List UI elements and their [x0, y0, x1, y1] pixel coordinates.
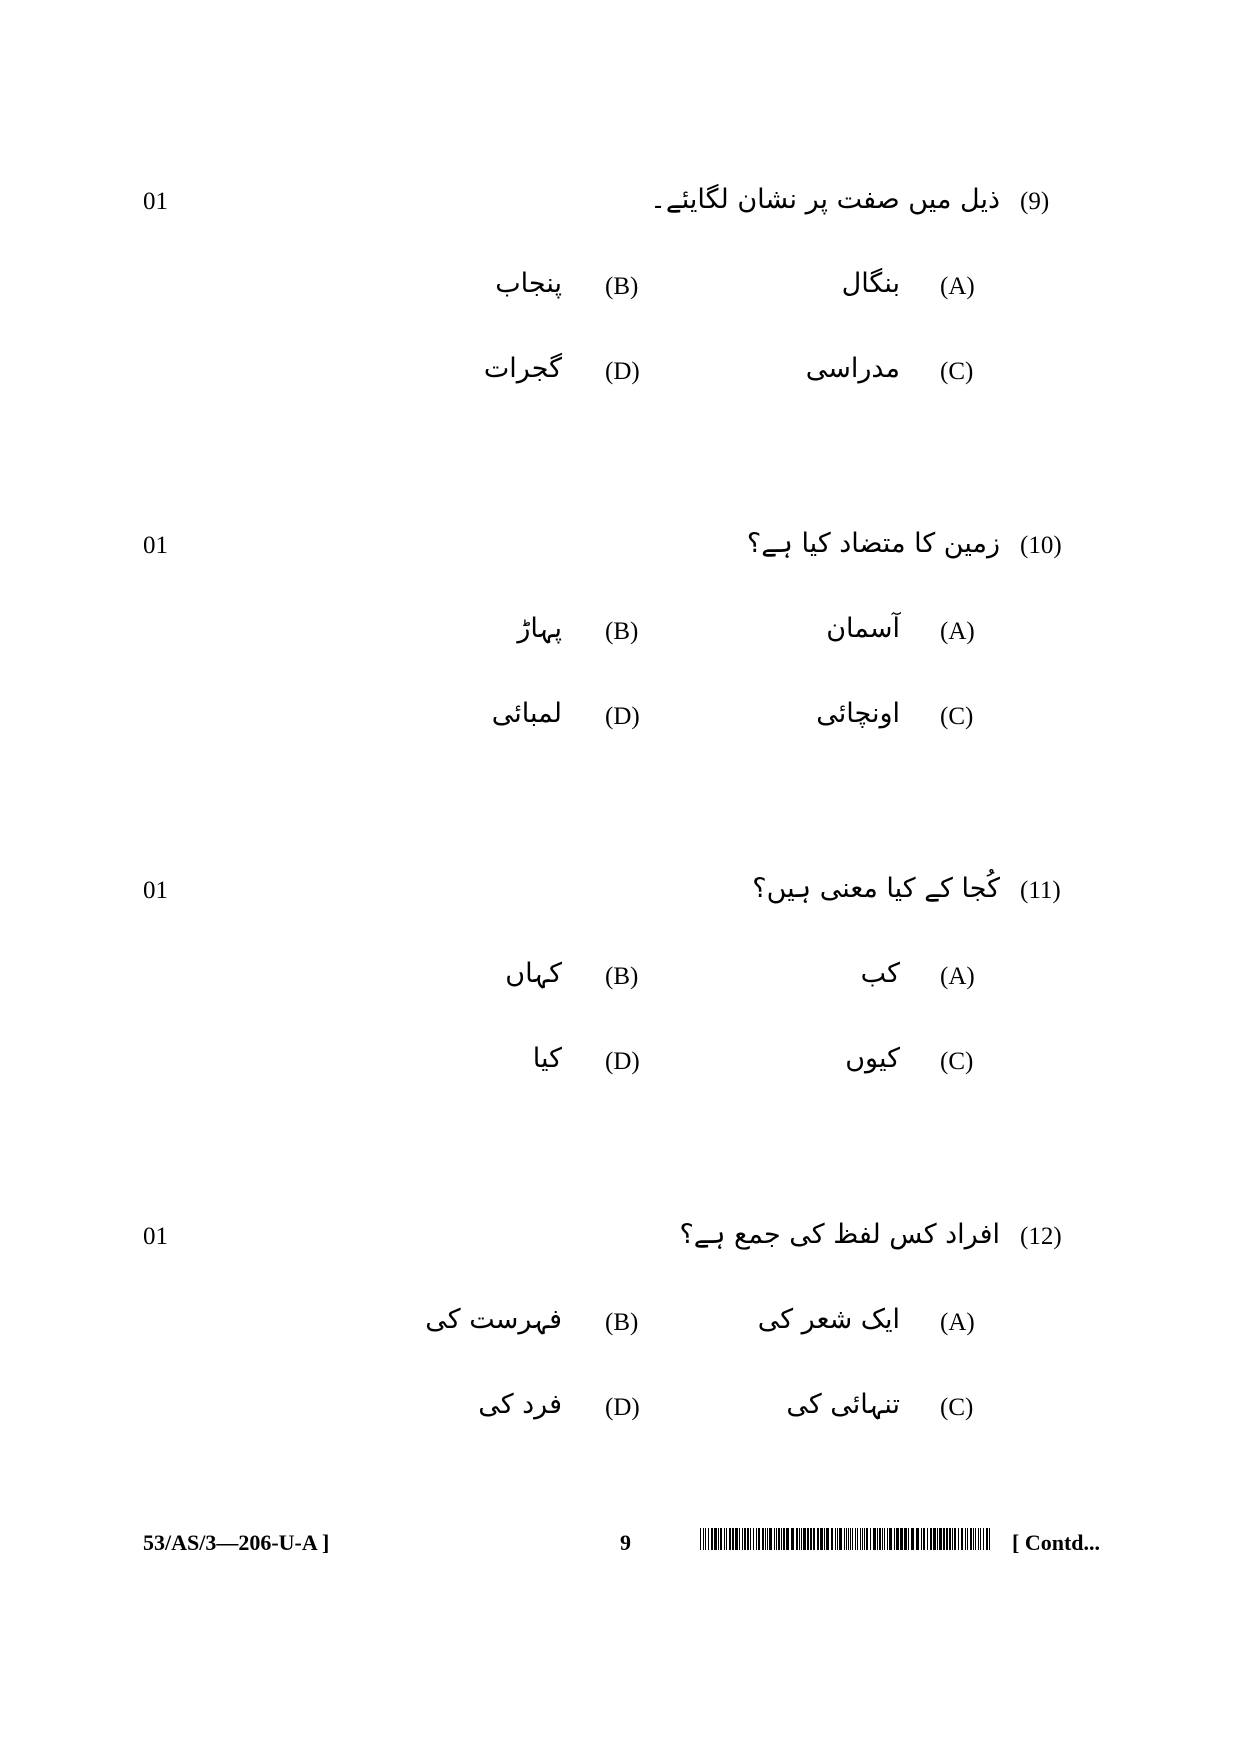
option-d-label: (D) — [605, 358, 640, 385]
option-d-label: (D) — [605, 703, 640, 730]
option-a-text: آسمان — [826, 613, 900, 644]
question-number: (9) — [1020, 188, 1050, 215]
option-c-text: تنہائی کی — [786, 1389, 900, 1420]
option-a-label: (A) — [940, 618, 975, 645]
option-a-text: ایک شعر کی — [757, 1304, 900, 1335]
option-a-label: (A) — [940, 1309, 975, 1336]
option-d-text: گجرات — [483, 353, 562, 384]
option-c-text: مدراسی — [805, 353, 900, 384]
option-b-label: (B) — [605, 1309, 639, 1336]
option-b-label: (B) — [605, 273, 639, 300]
question-text: ذیل میں صفت پر نشان لگایئے۔ — [650, 184, 1000, 215]
continued-label: [ Contd... — [1012, 1530, 1101, 1555]
option-c-text: کیوں — [845, 1043, 900, 1074]
option-c-label: (C) — [940, 358, 974, 385]
option-d-label: (D) — [605, 1394, 640, 1421]
marks: 01 — [143, 877, 168, 904]
option-d-text: کیا — [532, 1043, 562, 1074]
option-b-text: پہاڑ — [517, 613, 562, 644]
page-number: 9 — [620, 1530, 631, 1555]
barcode — [700, 1528, 990, 1550]
question-number: (10) — [1020, 532, 1062, 559]
option-a-text: بنگال — [841, 268, 900, 299]
question-text: زمین کا متضاد کیا ہے؟ — [746, 528, 1000, 559]
option-b-label: (B) — [605, 963, 639, 990]
option-d-label: (D) — [605, 1048, 640, 1075]
option-c-label: (C) — [940, 703, 974, 730]
paper-code: 53/AS/3—206-U-A ] — [143, 1530, 330, 1555]
option-a-text: کب — [860, 958, 900, 989]
marks: 01 — [143, 1223, 168, 1250]
option-c-label: (C) — [940, 1048, 974, 1075]
option-d-text: فرد کی — [478, 1389, 562, 1420]
option-b-text: کہاں — [505, 958, 562, 989]
question-text: افراد کس لفظ کی جمع ہے؟ — [679, 1219, 1000, 1250]
option-b-text: فہرست کی — [425, 1304, 562, 1335]
option-d-text: لمبائی — [491, 698, 562, 729]
question-text: کُجا کے کیا معنی ہیں؟ — [752, 873, 1000, 904]
option-a-label: (A) — [940, 963, 975, 990]
question-number: (12) — [1020, 1223, 1062, 1250]
option-b-text: پنجاب — [495, 268, 562, 299]
option-a-label: (A) — [940, 273, 975, 300]
marks: 01 — [143, 532, 168, 559]
option-c-text: اونچائی — [816, 698, 900, 729]
option-b-label: (B) — [605, 618, 639, 645]
marks: 01 — [143, 188, 168, 215]
option-c-label: (C) — [940, 1394, 974, 1421]
question-number: (11) — [1020, 877, 1061, 904]
